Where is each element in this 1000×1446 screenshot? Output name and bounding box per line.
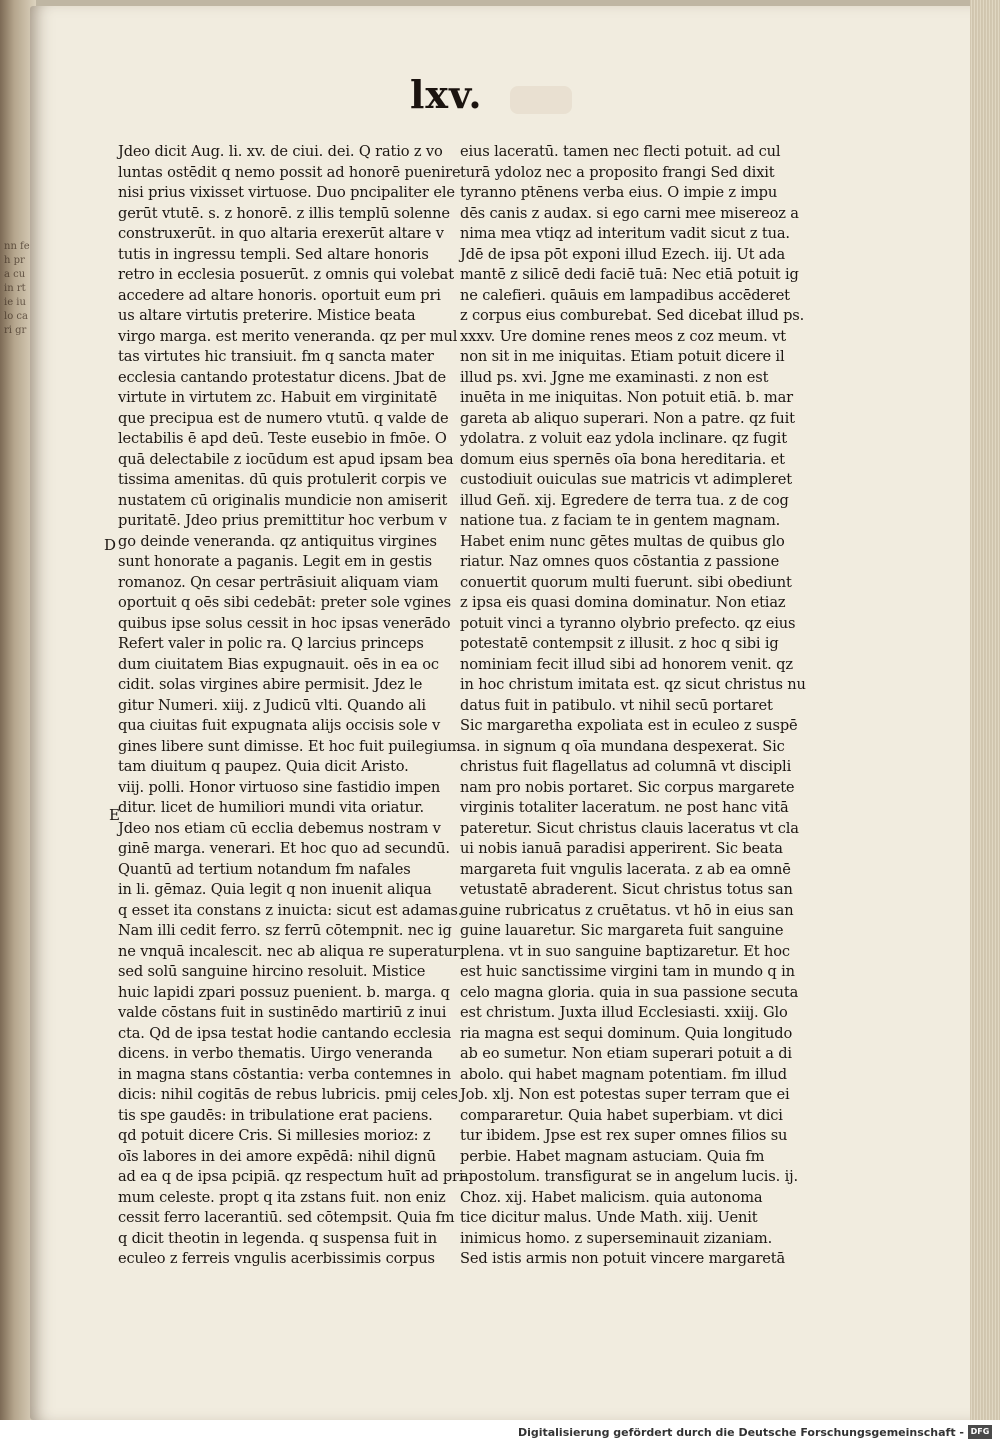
dfg-logo: DFG <box>968 1425 992 1439</box>
text-line: potuit vinci a tyranno olybrio prefecto. qz eius <box>460 614 796 632</box>
text-line: quā delectabile z iocūdum est apud ipsam bea <box>118 450 454 468</box>
text-line: gareta ab aliquo superari. Non a patre. qz fuit <box>460 409 795 427</box>
text-line: virginis totaliter laceratum. ne post hanc vitā <box>460 799 789 816</box>
folio-number: lxv. <box>410 72 483 117</box>
text-line: abolo. qui habet magnam potentiam. fm illud <box>460 1065 787 1083</box>
text-line: perbie. Habet magnam astuciam. Quia fm <box>460 1147 765 1165</box>
text-line: lectabilis ē apd deū. Teste eusebio in fmōe. O <box>118 430 447 447</box>
text-line: guine lauaretur. Sic margareta fuit sanguine <box>460 922 784 939</box>
text-line: Sic margaretha expoliata est in eculeo z suspē <box>460 717 798 734</box>
text-line: Jdeo nos etiam cū ecclia debemus nostram v <box>118 819 441 837</box>
text-line: q esset ita constans z inuicta: sicut est adamas. <box>118 901 463 919</box>
text-line: cidit. solas virgines abire permisit. Jdez le <box>118 676 423 693</box>
text-line: potestatē contempsit z illusit. z hoc q sibi ig <box>460 635 779 652</box>
text-line: ydolatra. z voluit eaz ydola inclinare. qz fugit <box>460 430 787 447</box>
text-line: turā ydoloz nec a proposito frangi Sed dixit <box>460 163 775 181</box>
text-line: construxerūt. in quo altaria erexerūt altare v <box>118 225 444 242</box>
text-line: ria magna est sequi dominum. Quia longitudo <box>460 1024 793 1042</box>
digitization-footer <box>0 1420 1000 1446</box>
text-line: ne calefieri. quāuis em lampadibus accēderet <box>460 286 790 304</box>
paragraph-marker-e: E <box>109 806 120 824</box>
text-line: que precipua est de numero vtutū. q valde de <box>118 409 449 427</box>
text-line: tissima amenitas. dū quis protulerit corpis ve <box>118 471 447 488</box>
text-line: z corpus eius comburebat. Sed dicebat illud ps. <box>460 307 805 324</box>
text-line: nam pro nobis portaret. Sic corpus margarete <box>460 778 795 796</box>
text-line: Habet enim nunc gētes multas de quibus glo <box>460 532 785 550</box>
text-line: guine rubricatus z cruētatus. vt hō in eius san <box>460 901 794 919</box>
text-line: Refert valer in polic ra. Q larcius princeps <box>118 635 424 652</box>
text-line: in magna stans cōstantia: verba contemnes in <box>118 1065 451 1083</box>
text-line: ab eo sumetur. Non etiam superari potuit a di <box>460 1045 792 1062</box>
text-line: sed solū sanguine hircino resoluit. Mistice <box>118 963 426 980</box>
text-line: pateretur. Sicut christus clauis laceratus vt cla <box>460 819 799 837</box>
page-block-edge <box>970 0 1000 1420</box>
text-line: riatur. Naz omnes quos cōstantia z passione <box>460 553 780 570</box>
text-line: nisi prius vixisset virtuose. Duo pncipaliter ele <box>118 184 455 201</box>
text-line: puritatē. Jdeo prius premittitur hoc verbum v <box>118 512 447 529</box>
text-line: ditur. licet de humiliori mundi vita oriatur. <box>118 799 424 816</box>
text-line: us altare virtutis preterire. Mistice beata <box>118 307 416 324</box>
text-line: conuertit quorum multi fuerunt. sibi obediunt <box>460 573 792 591</box>
text-line: luntas ostēdit q nemo possit ad honorē puenire <box>118 163 461 181</box>
text-line: virtute in virtutem zc. Habuit em virginitatē <box>118 389 438 406</box>
text-line: sa. in signum q oīa mundana despexerat. Sic <box>460 737 785 755</box>
facing-page-fragments: nn fe h pra cu in rt ie iu lo ca ri gr <box>4 241 30 336</box>
text-line: eculeo z ferreis vngulis acerbissimis corpus <box>118 1250 435 1267</box>
text-line: Sed istis armis non potuit vincere margaretā <box>460 1250 786 1267</box>
text-line: dicis: nihil cogitās de rebus lubricis. pmij celes <box>118 1086 458 1103</box>
text-line: Job. xlj. Non est potestas super terram que ei <box>460 1086 790 1103</box>
paragraph-marker-d: D <box>104 536 117 554</box>
text-line: gitur Numeri. xiij. z Judicū vlti. Quando ali <box>118 696 426 714</box>
text-line: inimicus homo. z superseminauit zizaniam. <box>460 1229 773 1247</box>
footer-credit: Digitalisierung gefördert durch die Deutsche Forschungsgemeinschaft - <box>517 1426 964 1439</box>
text-line: oportuit q oēs sibi cedebāt: preter sole vgines <box>118 594 451 611</box>
text-column-right <box>460 142 806 1270</box>
text-line: tice dicitur malus. Unde Math. xiij. Uenit <box>460 1209 758 1226</box>
text-line: oīs labores in dei amore expēdā: nihil dignū <box>118 1147 436 1165</box>
text-line: illud Geñ. xij. Egredere de terra tua. z de cog <box>460 491 789 509</box>
text-column-left <box>118 142 464 1270</box>
text-line: celo magna gloria. quia in sua passione secuta <box>460 983 799 1001</box>
text-line: Nam illi cedit ferro. sz ferrū cōtempnit. nec ig <box>118 922 452 939</box>
folio-stain <box>510 86 572 114</box>
text-line: ne vnquā incalescit. nec ab aliqua re superatur <box>118 942 460 960</box>
text-line: inuēta in me iniquitas. Non potuit etiā. b. mar <box>460 389 793 406</box>
text-line: datus fuit in patibulo. vt nihil secū portaret <box>460 696 773 714</box>
text-line: virgo marga. est merito veneranda. qz per mul <box>118 327 458 345</box>
text-line: in hoc christum imitata est. qz sicut christus nu <box>460 676 806 693</box>
text-line: accedere ad altare honoris. oportuit eum pri <box>118 286 441 304</box>
text-line: tyranno ptēnens verba eius. O impie z impu <box>460 184 778 201</box>
text-line: apostolum. transfigurat se in angelum lucis. ij. <box>460 1168 798 1185</box>
text-line: in li. gēmaz. Quia legit q non inuenit aliqua <box>118 881 432 898</box>
text-line: q dicit theotin in legenda. q suspensa fuit in <box>118 1229 438 1247</box>
text-line: nominiam fecit illud sibi ad honorem venit. qz <box>460 655 793 673</box>
text-line: christus fuit flagellatus ad columnā vt discipli <box>460 758 792 775</box>
text-line: qua ciuitas fuit expugnata alijs occisis sole v <box>118 717 441 734</box>
text-line: tam diuitum q paupez. Quia dicit Aristo. <box>118 758 409 775</box>
text-line: ui nobis ianuā paradisi apperirent. Sic beata <box>460 840 783 857</box>
text-line: dum ciuitatem Bias expugnauit. oēs in ea oc <box>118 655 439 673</box>
text-line: est huic sanctissime virgini tam in mundo q in <box>460 963 795 980</box>
text-line: non sit in me iniquitas. Etiam potuit dicere il <box>460 348 785 365</box>
text-line: tutis in ingressu templi. Sed altare honoris <box>118 245 429 263</box>
text-line: custodiuit ouiculas sue matricis vt adimpleret <box>460 471 792 488</box>
text-line: est christum. Juxta illud Ecclesiasti. xxiij. Glo <box>460 1004 788 1021</box>
text-line: dēs canis z audax. si ego carni mee misereoz a <box>460 204 799 222</box>
text-line: Quantū ad tertium notandum fm nafales <box>118 860 411 878</box>
text-line: huic lapidi zpari possuz puenient. b. marga. q <box>118 983 450 1001</box>
text-line: mum celeste. propt q ita zstans fuit. non eniz <box>118 1188 446 1206</box>
text-line: margareta fuit vngulis lacerata. z ab ea omnē <box>460 860 791 878</box>
text-line: mantē z silicē dedi faciē tuā: Nec etiā potuit ig <box>460 266 799 283</box>
text-line: z ipsa eis quasi domina dominatur. Non etiaz <box>460 594 786 611</box>
text-line: quibus ipse solus cessit in hoc ipsas venerādo <box>118 614 451 632</box>
text-line: tur ibidem. Jpse est rex super omnes filios su <box>460 1127 788 1144</box>
text-line: go deinde veneranda. qz antiquitus virgines <box>118 532 437 550</box>
text-line: Choz. xij. Habet malicism. quia autonoma <box>460 1188 763 1206</box>
text-line: plena. vt in suo sanguine baptizaretur. Et hoc <box>460 942 790 960</box>
text-line: romanoz. Qn cesar pertrāsiuit aliquam viam <box>118 573 439 591</box>
text-line: Jdē de ipsa pōt exponi illud Ezech. iij. Ut ada <box>460 245 786 263</box>
text-line: ad ea q de ipsa pcipiā. qz respectum huīt ad pri <box>118 1168 464 1185</box>
text-line: domum eius spernēs oīa bona hereditaria. et <box>460 450 785 468</box>
text-line: viij. polli. Honor virtuoso sine fastidio impen <box>118 778 441 796</box>
text-line: natione tua. z faciam te in gentem magnam. <box>460 512 781 529</box>
text-line: illud ps. xvi. Jgne me examinasti. z non est <box>460 368 769 386</box>
text-line: compararetur. Quia habet superbiam. vt dici <box>460 1106 783 1124</box>
text-line: xxxv. Ure domine renes meos z coz meum. vt <box>460 327 786 345</box>
text-line: qd potuit dicere Cris. Si millesies morioz: z <box>118 1127 431 1144</box>
text-line: gerūt vtutē. s. z honorē. z illis templū solenne <box>118 204 450 222</box>
text-line: ginē marga. venerari. Et hoc quo ad secundū. <box>118 840 450 857</box>
text-line: cessit ferro lacerantiū. sed cōtempsit. Quia fm <box>118 1209 455 1226</box>
text-line: eius laceratū. tamen nec flecti potuit. ad cul <box>460 143 781 160</box>
text-line: nima mea vtiqz ad interitum vadit sicut z tua. <box>460 225 790 242</box>
text-line: vetustatē abraderent. Sicut christus totus san <box>460 881 793 898</box>
text-line: Jdeo dicit Aug. li. xv. de ciui. dei. Q ratio z vo <box>118 143 443 160</box>
text-line: ecclesia cantando protestatur dicens. Jbat de <box>118 368 446 386</box>
text-line: tis spe gaudēs: in tribulatione erat paciens. <box>118 1106 433 1124</box>
text-line: sunt honorate a paganis. Legit em in gestis <box>118 553 432 570</box>
text-line: cta. Qd de ipsa testat hodie cantando ecclesia <box>118 1024 452 1042</box>
text-line: gines libere sunt dimisse. Et hoc fuit puilegium <box>118 737 461 755</box>
text-line: valde cōstans fuit in sustinēdo martiriū z inui <box>118 1004 447 1021</box>
text-line: dicens. in verbo thematis. Uirgo veneranda <box>118 1045 433 1062</box>
text-line: retro in ecclesia posuerūt. z omnis qui volebat <box>118 266 454 283</box>
text-line: tas virtutes hic transiuit. fm q sancta mater <box>118 348 434 365</box>
text-line: nustatem cū originalis mundicie non amiserit <box>118 491 448 509</box>
